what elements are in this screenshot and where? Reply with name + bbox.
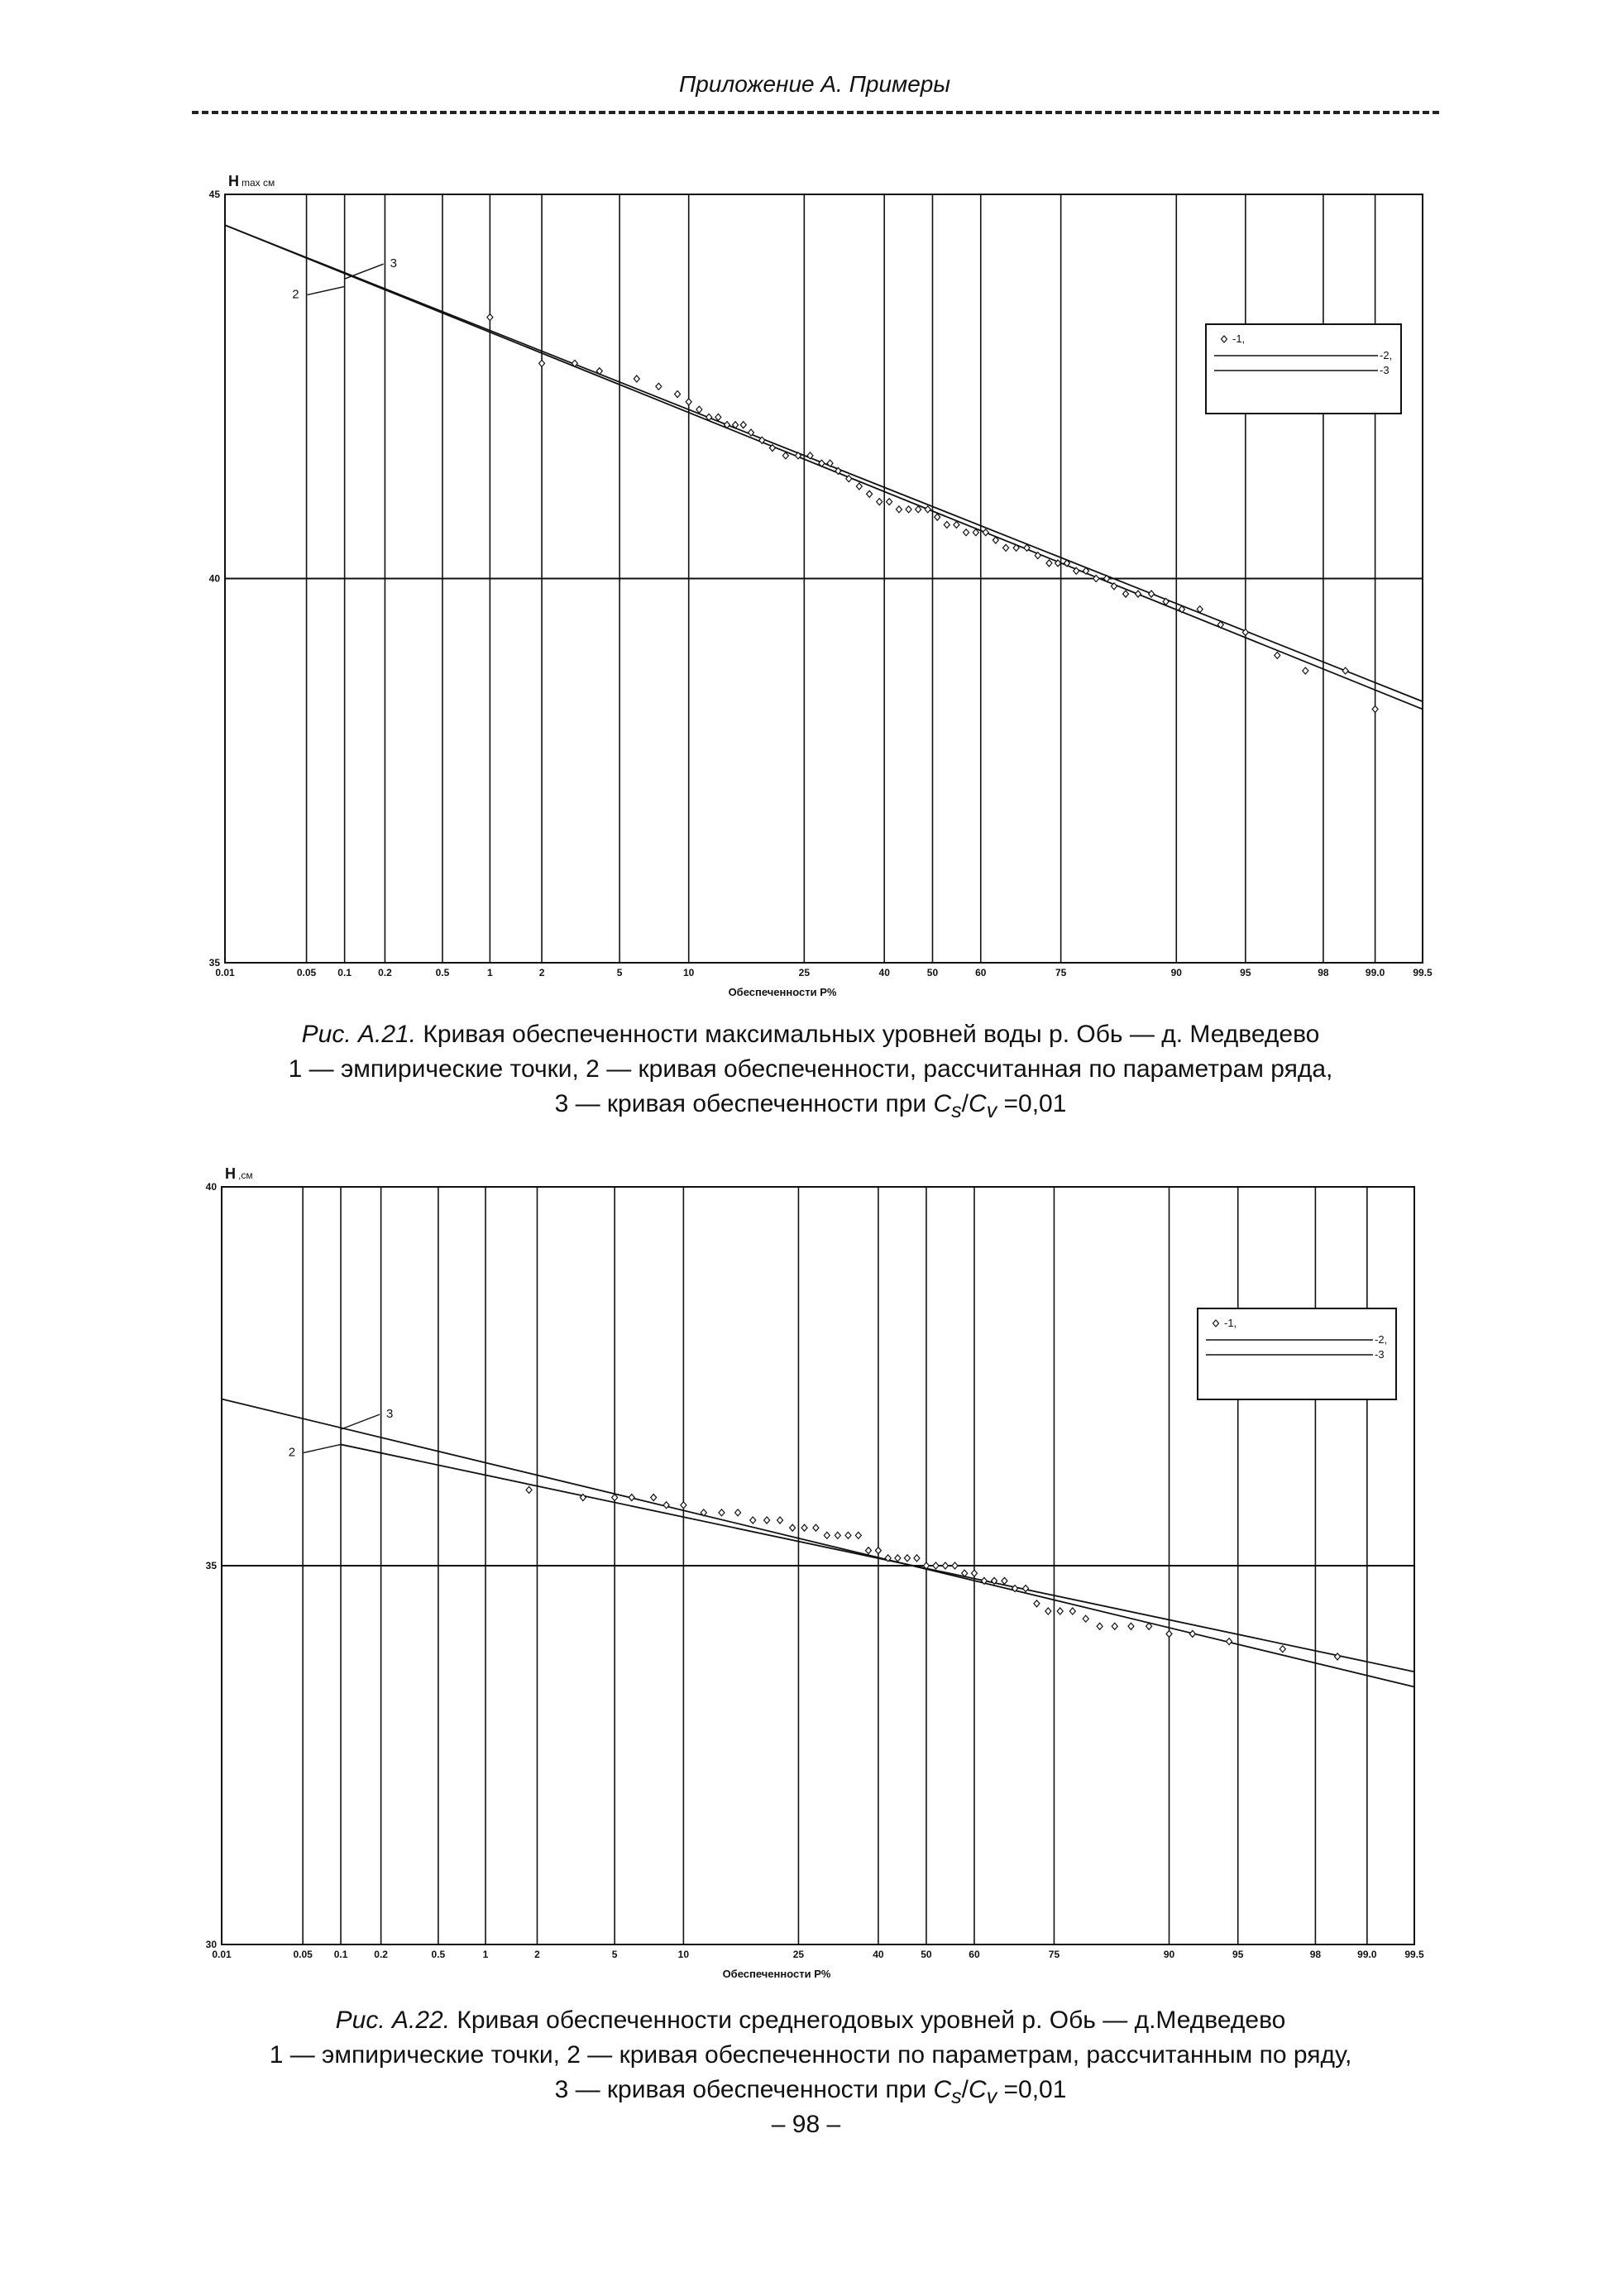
x-tick-label: 60 xyxy=(975,967,987,978)
x-tick-label: 0.1 xyxy=(333,1949,348,1960)
caption-a21-line2: 1 — эмпирические точки, 2 — кривая обеспеченности, рассчитанная по параметрам ряда, xyxy=(288,1055,1333,1083)
caption-a21-line3: 3 — кривая обеспеченности при $C_s/C_v =0,01$ xyxy=(554,1090,1067,1122)
empirical-point xyxy=(526,1486,532,1493)
cv-symbol: C xyxy=(969,2076,987,2103)
x-tick-label: 75 xyxy=(1055,967,1067,978)
empirical-point xyxy=(1057,1608,1063,1614)
x-tick-label: 99.0 xyxy=(1357,1949,1377,1960)
empirical-point xyxy=(952,1562,958,1569)
x-tick-label: 60 xyxy=(969,1949,980,1960)
legend-label-3: -3 xyxy=(1375,1348,1385,1361)
legend-label-1: -1, xyxy=(1232,332,1246,345)
x-tick-label: 95 xyxy=(1232,1949,1244,1960)
cv-subscript: v xyxy=(986,2085,997,2108)
empirical-point xyxy=(895,1555,901,1562)
x-tick-label: 0.05 xyxy=(293,1949,313,1960)
x-tick-label: 90 xyxy=(1170,967,1182,978)
empirical-point xyxy=(750,1517,756,1523)
empirical-point xyxy=(904,1555,910,1562)
empirical-point xyxy=(777,1517,783,1523)
x-tick-label: 98 xyxy=(1318,967,1329,978)
x-tick-label: 40 xyxy=(878,967,890,978)
x-tick-label: 2 xyxy=(538,967,545,978)
y-tick-label: 30 xyxy=(205,1939,217,1950)
empirical-point xyxy=(1002,1577,1007,1584)
empirical-point xyxy=(1166,1630,1172,1637)
caption-a21-line3-suffix: =0,01 xyxy=(997,1090,1067,1117)
x-tick-label: 0.1 xyxy=(337,967,352,978)
empirical-point xyxy=(942,1562,948,1569)
x-tick-label: 0.2 xyxy=(374,1949,388,1960)
empirical-point xyxy=(1097,1623,1103,1629)
caption-a22-line2: 1 — эмпирические точки, 2 — кривая обеспеченности по параметрам, рассчитанным по ряду, xyxy=(269,2041,1352,2069)
x-tick-label: 0.05 xyxy=(296,967,317,978)
x-tick-label: 95 xyxy=(1240,967,1251,978)
y-axis-title-unit: max см xyxy=(242,177,275,189)
annotation-leader xyxy=(341,1414,380,1429)
empirical-point xyxy=(1045,1608,1051,1614)
empirical-point xyxy=(1069,1608,1075,1614)
empirical-point xyxy=(681,1502,686,1509)
x-tick-label: 40 xyxy=(873,1949,884,1960)
cv-subscript: v xyxy=(986,1099,997,1122)
x-tick-label: 10 xyxy=(683,967,695,978)
empirical-point xyxy=(1034,1600,1040,1607)
empirical-point xyxy=(824,1532,830,1538)
x-tick-label: 5 xyxy=(611,1949,618,1960)
empirical-point xyxy=(1335,1653,1341,1660)
empirical-point xyxy=(865,1547,871,1554)
empirical-point xyxy=(735,1509,741,1516)
empirical-point xyxy=(1227,1638,1232,1645)
caption-a22-title: Кривая обеспеченности среднегодовых уровней р. Обь — д.Медведево xyxy=(450,2007,1286,2034)
cs-subscript: s xyxy=(951,2085,962,2108)
empirical-point xyxy=(801,1524,807,1531)
cs-symbol: C xyxy=(933,2076,952,2103)
caption-a22 xyxy=(149,2003,1472,2114)
x-tick-label: 1 xyxy=(482,1949,489,1960)
empirical-point xyxy=(1083,1615,1088,1622)
caption-a21-fig: Рис. А.21. xyxy=(301,1021,417,1048)
empirical-point xyxy=(971,1570,977,1576)
x-tick-label: 1 xyxy=(487,967,493,978)
legend-label-3: -3 xyxy=(1380,364,1390,376)
cv-symbol: C xyxy=(969,1090,987,1117)
annotation-label: 3 xyxy=(386,1407,394,1422)
x-tick-label: 99.5 xyxy=(1413,967,1433,978)
empirical-point xyxy=(719,1509,725,1516)
caption-a22-fig: Рис. А.22. xyxy=(335,2007,451,2034)
empirical-point xyxy=(835,1532,840,1538)
caption-a22-line3-prefix: 3 — кривая обеспеченности при xyxy=(554,2076,934,2103)
x-tick-label: 99.5 xyxy=(1404,1949,1424,1960)
y-axis-title: H xyxy=(225,1165,236,1182)
y-tick-label: 35 xyxy=(205,1560,217,1571)
x-tick-label: 99.0 xyxy=(1365,967,1385,978)
empirical-point xyxy=(764,1517,770,1523)
empirical-point xyxy=(651,1495,657,1501)
empirical-point xyxy=(1023,1585,1029,1591)
annotation-label: 2 xyxy=(288,1445,296,1460)
cs-symbol: C xyxy=(933,1090,952,1117)
annotation-label: 2 xyxy=(292,287,299,302)
x-tick-label: 5 xyxy=(616,967,623,978)
x-tick-label: 10 xyxy=(677,1949,690,1960)
caption-a22-line1 xyxy=(149,2003,1472,2038)
annotation-label: 3 xyxy=(390,256,397,271)
cs-subscript: s xyxy=(951,1099,962,1122)
x-tick-label: 0.5 xyxy=(435,967,450,978)
caption-a22-line3: 3 — кривая обеспеченности при $C_s/C_v =0,01$ xyxy=(554,2076,1067,2108)
caption-a21-line3-prefix: 3 — кривая обеспеченности при xyxy=(554,1090,934,1117)
x-tick-label: 98 xyxy=(1309,1949,1322,1960)
empirical-point xyxy=(612,1495,618,1501)
x-tick-label: 90 xyxy=(1163,1949,1175,1960)
empirical-point xyxy=(1128,1623,1134,1629)
x-tick-label: 0.5 xyxy=(431,1949,446,1960)
empirical-point xyxy=(875,1547,881,1554)
empirical-point xyxy=(845,1532,851,1538)
x-axis-title: Обеспеченности Р% xyxy=(728,986,837,998)
x-tick-label: 0.01 xyxy=(212,1949,232,1960)
x-tick-label: 25 xyxy=(792,1949,805,1960)
y-tick-label: 40 xyxy=(205,1181,217,1193)
x-tick-label: 50 xyxy=(926,967,939,978)
empirical-point xyxy=(914,1555,920,1562)
page-number: – 98 – xyxy=(771,2111,841,2138)
empirical-point xyxy=(855,1532,861,1538)
x-tick-label: 0.2 xyxy=(378,967,392,978)
series-line-2 xyxy=(341,1444,1414,1672)
x-tick-label: 2 xyxy=(534,1949,540,1960)
x-tick-label: 0.01 xyxy=(215,967,235,978)
legend-label-2: -2, xyxy=(1380,349,1393,361)
x-tick-label: 75 xyxy=(1048,1949,1060,1960)
y-axis-title: H xyxy=(228,173,239,189)
y-tick-label: 45 xyxy=(208,189,220,200)
empirical-point xyxy=(813,1524,819,1531)
caption-a21-title: Кривая обеспеченности максимальных уровней воды р. Обь — д. Медведево xyxy=(416,1021,1320,1048)
empirical-point xyxy=(629,1495,634,1501)
empirical-point xyxy=(1189,1630,1195,1637)
legend-label-1: -1, xyxy=(1224,1317,1237,1329)
y-tick-label: 40 xyxy=(208,572,220,585)
empirical-point xyxy=(933,1562,939,1569)
caption-a22-line3-suffix: =0,01 xyxy=(997,2076,1067,2103)
x-tick-label: 25 xyxy=(798,967,811,978)
x-tick-label: 50 xyxy=(921,1949,932,1960)
empirical-point xyxy=(1112,1623,1117,1629)
annotation-leader xyxy=(304,1444,341,1452)
series-line-3 xyxy=(222,1399,1414,1686)
legend-label-2: -2, xyxy=(1375,1333,1388,1346)
empirical-point xyxy=(1280,1646,1285,1653)
y-axis-title-unit: ,см xyxy=(238,1170,253,1181)
page-header: Приложение А. Примеры xyxy=(679,71,950,97)
x-axis-title: Обеспеченности Р% xyxy=(722,1968,831,1980)
y-tick-label: 35 xyxy=(208,957,220,969)
empirical-point xyxy=(790,1524,796,1531)
